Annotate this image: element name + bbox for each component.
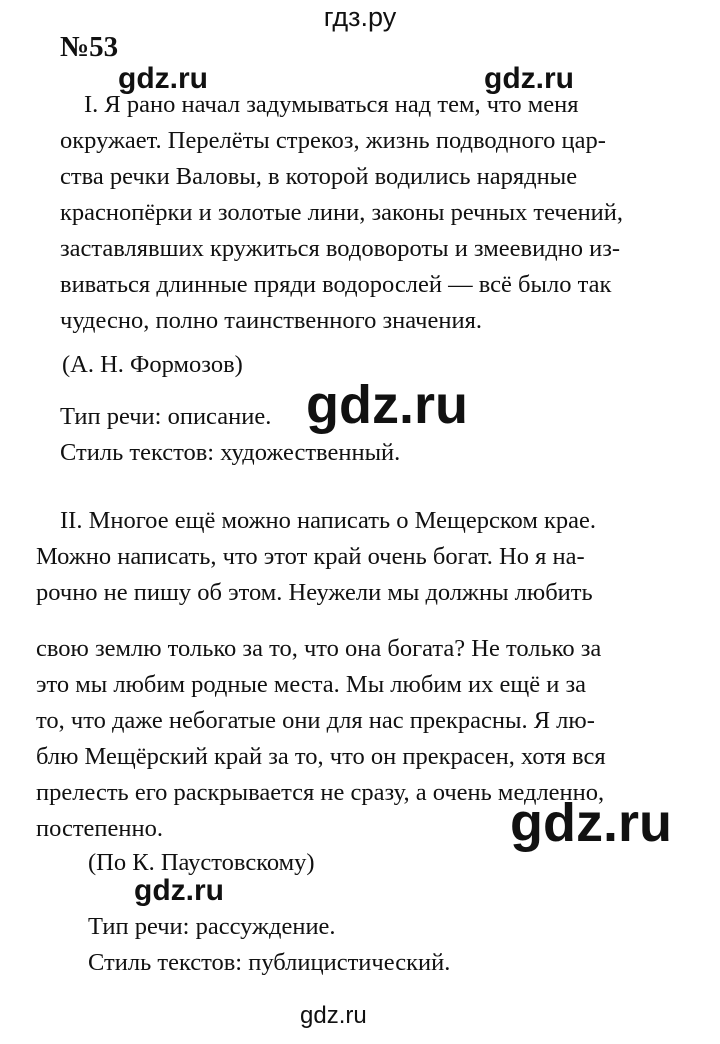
watermark: gdz.ru — [134, 874, 224, 907]
watermark: gdz.ru — [306, 375, 468, 435]
text-line: виваться длинные пряди водорослей — всё было так — [60, 271, 612, 298]
text-line: то, что даже небогатые они для нас прекрасны. Я лю- — [36, 707, 595, 734]
part-1-speech-type: Тип речи: описание. — [60, 403, 272, 430]
text-line: II. Многое ещё можно написать о Мещерском крае. — [60, 507, 596, 534]
text-line: окружает. Перелёты стрекоз, жизнь подводного цар- — [60, 127, 606, 154]
text-line: блю Мещёрский край за то, что он прекрасен, хотя вся — [36, 743, 606, 770]
part-1-style: Стиль текстов: художественный. — [60, 439, 401, 466]
site-header: гдз.ру — [323, 2, 397, 32]
text-line: чудесно, полно таинственного значения. — [60, 307, 482, 334]
part-2-author: (По К. Паустовскому) — [88, 849, 315, 876]
part-2-speech-type: Тип речи: рассуждение. — [88, 913, 336, 940]
text-line: I. Я рано начал задумываться над тем, что меня — [84, 91, 579, 118]
text-line: рочно не пишу об этом. Неужели мы должны любить — [36, 579, 593, 606]
watermark: gdz.ru — [484, 62, 574, 95]
watermark: gdz.ru — [510, 793, 672, 853]
text-line: свою землю только за то, что она богата? Не только за — [36, 635, 602, 662]
watermark: gdz.ru — [118, 62, 208, 95]
text-line: краснопёрки и золотые лини, законы речных течений, — [60, 199, 624, 226]
footer-watermark: gdz.ru — [300, 1002, 367, 1029]
text-line: Можно написать, что этот край очень богат. Но я на- — [36, 543, 585, 570]
task-number: №53 — [60, 31, 119, 63]
text-line: постепенно. — [36, 815, 164, 842]
part-2-style: Стиль текстов: публицистический. — [88, 949, 451, 976]
text-line: прелесть его раскрывается не сразу, а очень медленно, — [36, 779, 605, 806]
part-1-author: (А. Н. Формозов) — [62, 351, 243, 378]
text-line: ства речки Валовы, в которой водились нарядные — [60, 163, 578, 190]
text-line: это мы любим родные места. Мы любим их ещё и за — [36, 671, 587, 698]
text-line: заставлявших кружиться водовороты и змеевидно из- — [60, 235, 621, 262]
